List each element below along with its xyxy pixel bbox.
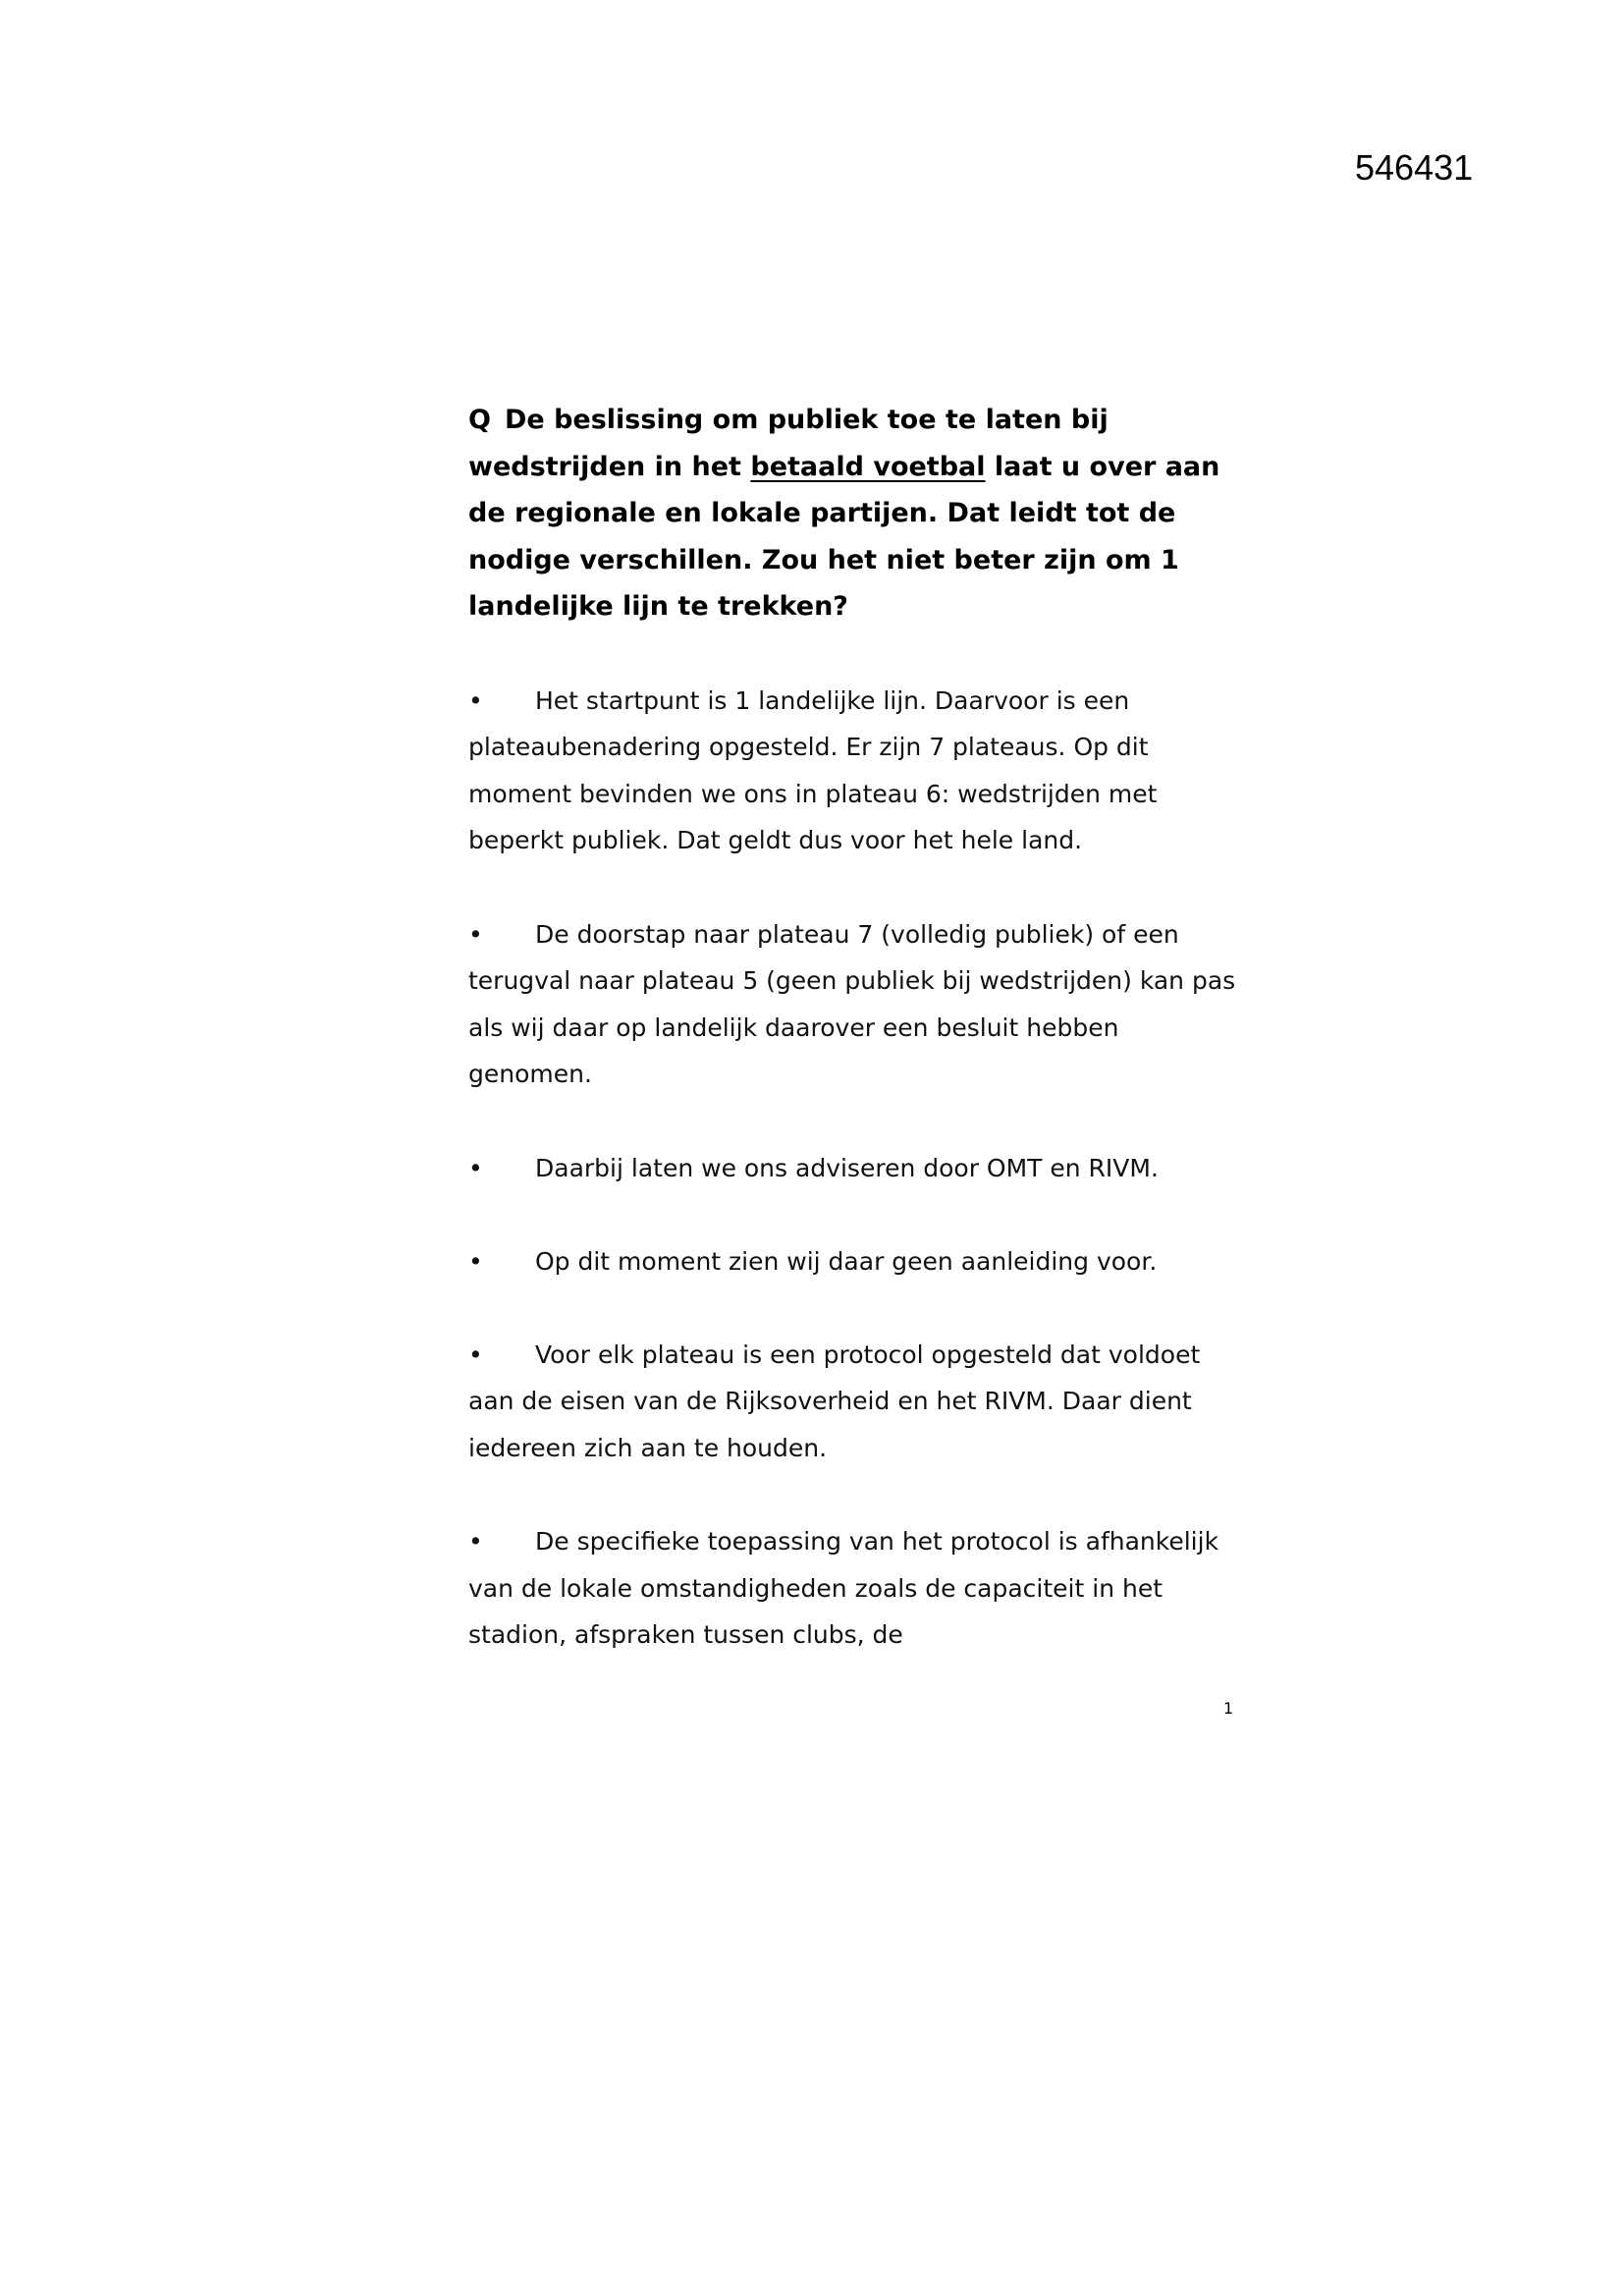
paragraph-gap xyxy=(468,1285,1244,1332)
bullet-text: Voor elk plateau is een protocol opgesteld dat voldoet aan de eisen van de Rijksoverheid en het RIVM. Daar dient iedereen zich aan te houden. xyxy=(468,1339,1201,1463)
paragraph-gap xyxy=(468,864,1244,911)
page-number: 1 xyxy=(1223,1699,1234,1718)
answer-bullet xyxy=(468,1238,1244,1285)
paragraph-gap xyxy=(468,1472,1244,1519)
bullet-text: Daarbij laten we ons adviseren door OMT en RIVM. xyxy=(535,1153,1159,1182)
bullet-marker: • xyxy=(468,1527,483,1557)
document-body xyxy=(468,397,1244,1659)
bullet-marker: • xyxy=(468,685,483,715)
bullet-marker: • xyxy=(468,1339,483,1369)
bullet-marker: • xyxy=(468,1246,483,1276)
question-marker: Q xyxy=(468,405,491,435)
question-paragraph xyxy=(468,397,1244,630)
document-number: 546431 xyxy=(1355,147,1474,188)
bullet-text: Op dit moment zien wij daar geen aanleiding voor. xyxy=(535,1246,1158,1276)
answer-bullet xyxy=(468,1518,1244,1659)
bullet-text: De specifieke toepassing van het protocol is afhankelijk van de lokale omstandigheden zoals de capaciteit in het stadion, afspraken tussen clubs, de xyxy=(468,1527,1219,1650)
answer-bullet xyxy=(468,1145,1244,1192)
question-underlined-term: betaald voetbal xyxy=(750,451,986,482)
bullet-marker: • xyxy=(468,919,483,949)
bullet-text: De doorstap naar plateau 7 (volledig publiek) of een terugval naar plateau 5 (geen publiek bij wedstrijden) kan pas als wij daar op landelijk daarover een besluit hebben genomen. xyxy=(468,919,1236,1089)
bullet-marker: • xyxy=(468,1153,483,1182)
paragraph-gap xyxy=(468,1191,1244,1238)
answer-bullet xyxy=(468,678,1244,864)
answer-bullet xyxy=(468,1332,1244,1472)
question-text-start: De beslissing om publiek toe te laten bij wedstrijden in het xyxy=(468,405,1109,482)
answer-bullet xyxy=(468,911,1244,1098)
paragraph-gap xyxy=(468,630,1244,678)
bullet-text: Het startpunt is 1 landelijke lijn. Daarvoor is een plateaubenadering opgesteld. Er zijn 7 plateaus. Op dit moment bevinden we ons in plateau 6: wedstrijden met beperkt publiek. Dat geldt dus voor het hele land. xyxy=(468,685,1158,855)
paragraph-gap xyxy=(468,1098,1244,1145)
question-text-end: laat u over aan de regionale en lokale partijen. Dat leidt tot de nodige verschillen. Zou het niet beter zijn om 1 landelijke lijn te trekken? xyxy=(468,451,1220,623)
